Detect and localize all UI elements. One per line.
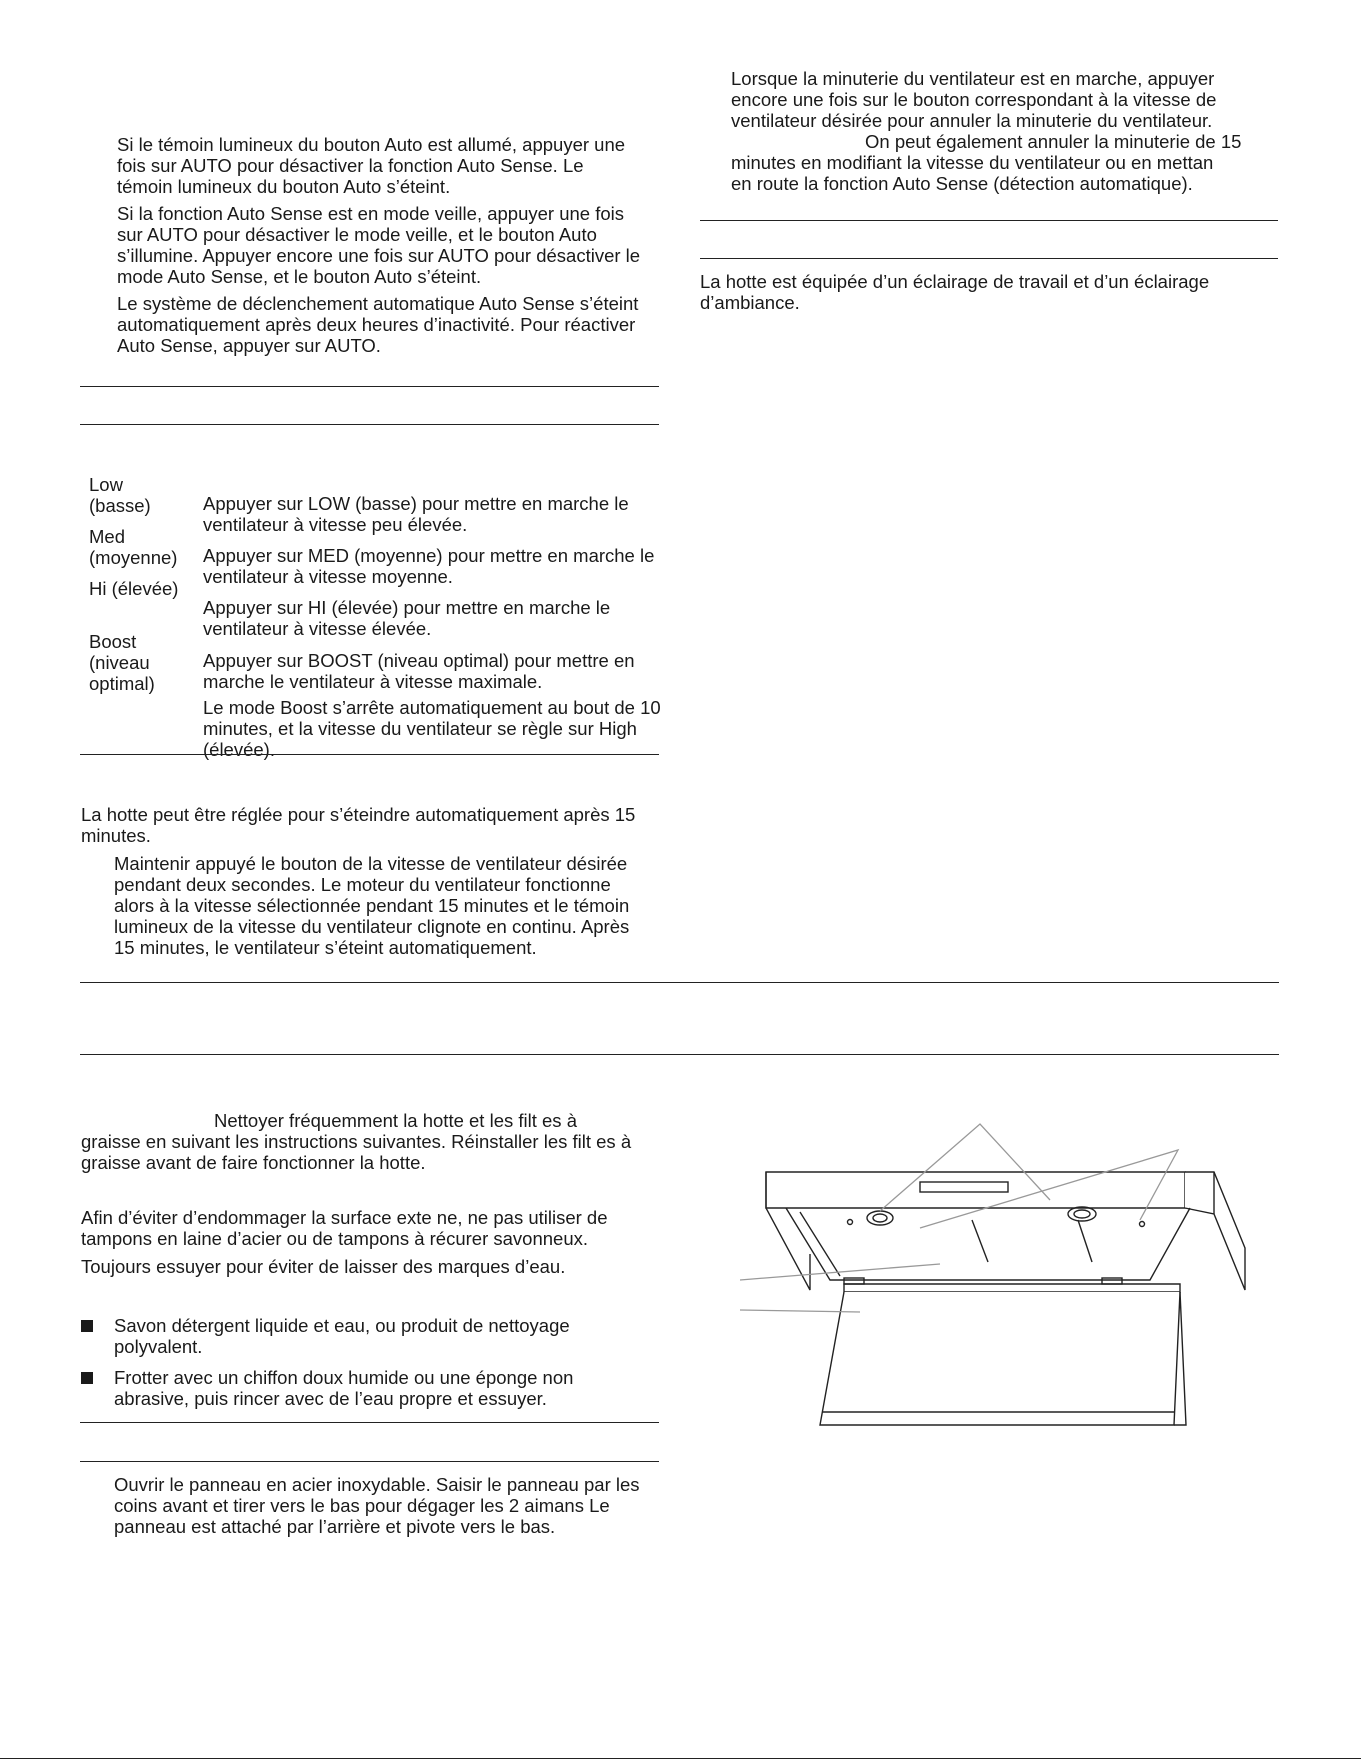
section-divider	[80, 1461, 659, 1462]
filter-removal-step-1: Ouvrir le panneau en acier inoxydable. Saisir le panneau par les coins avant et tirer vers le bas pour dégager les 2 aimans Le panneau est attaché par l’arrière et pivote vers le bas.	[114, 1474, 640, 1537]
fan-speed-boost-note: Le mode Boost s’arrête automatiquement au bout de 10 minutes, et la vitesse du ventilateur se règle sur High (élevée).	[203, 696, 661, 760]
wipe-instruction: Toujours essuyer pour éviter de laisser des marques d’eau.	[81, 1256, 566, 1277]
page-bottom-rule	[0, 1758, 1361, 1759]
fan-speed-description: Appuyer sur LOW (basse) pour mettre en marche le ventilateur à vitesse peu élevée.	[203, 492, 629, 535]
auto-sense-paragraph-2: Si la fonction Auto Sense est en mode veille, appuyer une fois sur AUTO pour désactiver le mode veille, et le bouton Auto s’illumine. Appuyer encore une fois sur AUTO pour désactiver le mode Auto Sense, et le bouton Auto s’éteint.	[117, 203, 641, 287]
fan-speed-description: Appuyer sur MED (moyenne) pour mettre en marche le ventilateur à vitesse moyenne.	[203, 544, 655, 587]
auto-sense-paragraph-1: Si le témoin lumineux du bouton Auto est allumé, appuyer une fois sur AUTO pour désactiver la fonction Auto Sense. Le témoin lumineux du bouton Auto s’éteint.	[117, 134, 626, 197]
square-bullet-icon	[81, 1372, 93, 1384]
fan-speed-term: Hi (élevée)	[89, 578, 179, 599]
timer-intro-paragraph: La hotte peut être réglée pour s’éteindre automatiquement après 15 minutes.	[81, 804, 636, 846]
fan-speed-description: Appuyer sur BOOST (niveau optimal) pour mettre en marche le ventilateur à vitesse maximale.	[203, 649, 635, 692]
auto-sense-instructions	[117, 134, 642, 356]
range-hood-illustration	[740, 1120, 1260, 1440]
lights-intro-paragraph: La hotte est équipée d’un éclairage de travail et d’un éclairage d’ambiance.	[700, 271, 1210, 313]
square-bullet-icon	[81, 1320, 93, 1332]
list-item: Frotter avec un chiffon doux humide ou une éponge non abrasive, puis rincer avec de l’eau propre et essuyer.	[114, 1367, 574, 1409]
cleaning-paragraph-line1: Nettoyer fréquemment la hotte et les filt es à	[214, 1110, 577, 1131]
section-divider	[80, 982, 1279, 983]
range-hood-underside-icon	[766, 1172, 1245, 1425]
fan-speed-description: Appuyer sur HI (élevée) pour mettre en marche le ventilateur à vitesse élevée.	[203, 596, 611, 639]
section-divider	[80, 754, 659, 755]
list-item: Savon détergent liquide et eau, ou produit de nettoyage polyvalent.	[114, 1315, 570, 1357]
fan-timer-cancel-alt-line1: On peut également annuler la minuterie de 15	[865, 131, 1242, 152]
section-divider	[80, 386, 659, 387]
section-divider	[80, 424, 659, 425]
fan-speed-term: Low (basse)	[89, 474, 151, 516]
fan-speed-term: Med (moyenne)	[89, 526, 178, 568]
fan-timer-cancel-paragraph: Lorsque la minuterie du ventilateur est en marche, appuyer encore une fois sur le bouton correspondant à la vitesse de ventilateur désirée pour annuler la minuterie du ventilateur.	[731, 68, 1217, 131]
fan-speed-term: Boost (niveau optimal)	[89, 631, 155, 694]
section-divider	[80, 1054, 1279, 1055]
fan-timer-cancel-alt-line3: en route la fonction Auto Sense (détection automatique).	[731, 173, 1193, 194]
auto-sense-paragraph-3: Le système de déclenchement automatique Auto Sense s’éteint automatiquement après deux heures d’inactivité. Pour réactiver Auto Sense, appuyer sur AUTO.	[117, 293, 639, 356]
section-divider	[700, 220, 1278, 221]
timer-step-paragraph: Maintenir appuyé le bouton de la vitesse de ventilateur désirée pendant deux secondes. Le moteur du ventilateur fonctionne alors à la vitesse sélectionnée pendant 15 minutes et le témoin lumineux de la vitesse du ventilateur clignote en continu. Après 15 minutes, le ventilateur s’éteint automatiquement.	[114, 853, 630, 958]
section-divider	[80, 1422, 659, 1423]
cleaning-paragraph-rest: graisse en suivant les instructions suivantes. Réinstaller les filt es à graisse avant de faire fonctionner la hotte.	[81, 1131, 632, 1173]
section-divider	[700, 258, 1278, 259]
exterior-surface-warning: Afin d’éviter d’endommager la surface exte ne, ne pas utiliser de tampons en laine d’acier ou de tampons à récurer savonneux.	[81, 1207, 608, 1249]
fan-timer-cancel-alt-line2: minutes en modifiant la vitesse du ventilateur ou en mettan	[731, 152, 1214, 173]
